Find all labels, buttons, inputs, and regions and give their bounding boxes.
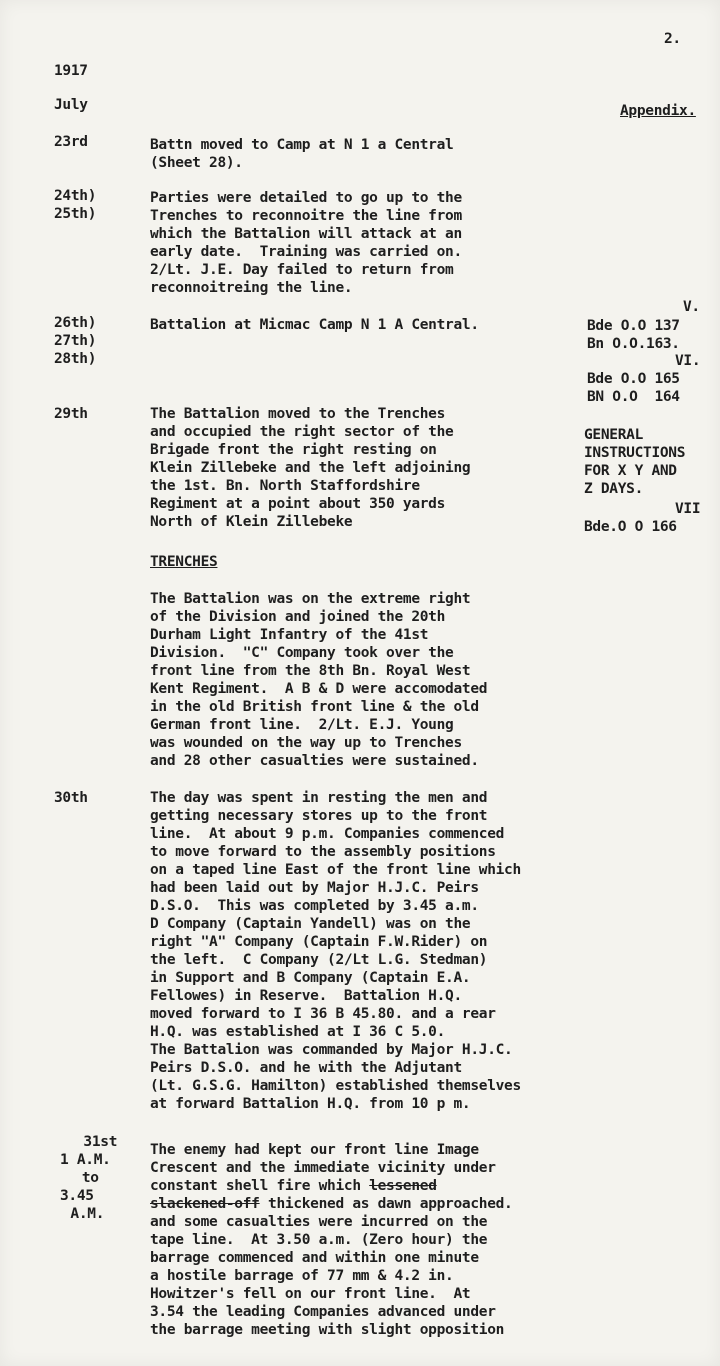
entry-24th-line: Trenches to reconnoitre the line from (150, 208, 462, 224)
entry-30th-line: line. At about 9 p.m. Companies commenced (150, 826, 505, 842)
entry-30th-line: getting necessary stores up to the front (150, 808, 488, 824)
appendix-ref: VII (675, 501, 701, 517)
entry-date-28th: 28th) (54, 351, 97, 367)
entry-31st-line (150, 1195, 513, 1213)
entry-time-end-suffix: A.M. (62, 1206, 105, 1222)
appendix-ref: Bde O.O 137 (587, 318, 680, 334)
trenches-line: in the old British front line & the old (150, 699, 479, 715)
entry-31st-line (150, 1177, 437, 1195)
entry-31st-line: 3.54 the leading Companies advanced under (150, 1304, 496, 1320)
entry-date-26th: 26th) (54, 315, 97, 331)
entry-29th-line: North of Klein Zillebeke (150, 514, 353, 530)
trenches-line: was wounded on the way up to Trenches (150, 735, 462, 751)
appendix-ref: Z DAYS. (584, 481, 644, 497)
entry-26th-line: Battalion at Micmac Camp N 1 A Central. (150, 317, 479, 333)
entry-30th-line: the left. C Company (2/Lt L.G. Stedman) (150, 952, 488, 968)
appendix-ref: GENERAL (584, 427, 644, 443)
struck-text: lessened (369, 1178, 437, 1194)
appendix-ref: BN O.O 164 (587, 389, 680, 405)
entry-29th-line: Klein Zillebeke and the left adjoining (150, 460, 471, 476)
entry-24th-line: reconnoitreing the line. (150, 280, 353, 296)
entry-23rd-line: (Sheet 28). (150, 155, 243, 171)
entry-24th-line: early date. Training was carried on. (150, 244, 462, 260)
trenches-heading: TRENCHES (150, 554, 218, 570)
appendix-ref: V. (683, 299, 700, 315)
entry-31st-line: a hostile barrage of 77 mm & 4.2 in. (150, 1268, 454, 1284)
trenches-line: The Battalion was on the extreme right (150, 591, 471, 607)
trenches-line: Kent Regiment. A B & D were accomodated (150, 681, 488, 697)
entry-30th-line: H.Q. was established at I 36 C 5.0. (150, 1024, 446, 1040)
entry-29th-line: and occupied the right sector of the (150, 424, 454, 440)
trenches-line: and 28 other casualties were sustained. (150, 753, 479, 769)
entry-31st-line: Crescent and the immediate vicinity under (150, 1160, 496, 1176)
entry-30th-line: (Lt. G.S.G. Hamilton) established themselves (150, 1078, 521, 1094)
entry-date-29th: 29th (54, 406, 88, 422)
entry-30th-line: The day was spent in resting the men and (150, 790, 488, 806)
entry-29th-line: the 1st. Bn. North Staffordshire (150, 478, 420, 494)
page-number: 2. (664, 31, 681, 47)
entry-30th-line: on a taped line East of the front line which (150, 862, 521, 878)
entry-time-end: 3.45 (60, 1188, 94, 1204)
entry-time-start: 1 A.M. (60, 1152, 111, 1168)
entry-24th-line: Parties were detailed to go up to the (150, 190, 462, 206)
entry-30th-line: moved forward to I 36 B 45.80. and a rear (150, 1006, 496, 1022)
appendix-ref: VI. (675, 353, 701, 369)
text-segment: constant shell fire which (150, 1178, 370, 1194)
year: 1917 (54, 63, 88, 79)
entry-23rd-line: Battn moved to Camp at N 1 a Central (150, 137, 454, 153)
entry-date-30th: 30th (54, 790, 88, 806)
appendix-ref: Bn O.O.163. (587, 336, 680, 352)
trenches-line: front line from the 8th Bn. Royal West (150, 663, 471, 679)
appendix-header: Appendix. (620, 103, 696, 119)
entry-30th-line: Peirs D.S.O. and he with the Adjutant (150, 1060, 462, 1076)
entry-date-25th: 25th) (54, 206, 97, 222)
entry-29th-line: Regiment at a point about 350 yards (150, 496, 446, 512)
entry-30th-line: right "A" Company (Captain F.W.Rider) on (150, 934, 488, 950)
text-segment: thickened as dawn approached. (259, 1196, 513, 1212)
entry-30th-line: to move forward to the assembly positions (150, 844, 496, 860)
appendix-ref: Bde O.O 165 (587, 371, 680, 387)
entry-date-23rd: 23rd (54, 134, 88, 150)
entry-30th-line: The Battalion was commanded by Major H.J.C. (150, 1042, 513, 1058)
month: July (54, 97, 88, 113)
entry-30th-line: D Company (Captain Yandell) was on the (150, 916, 471, 932)
entry-29th-line: Brigade front the right resting on (150, 442, 437, 458)
entry-24th-line: which the Battalion will attack at an (150, 226, 462, 242)
entry-30th-line: had been laid out by Major H.J.C. Peirs (150, 880, 479, 896)
entry-31st-line: barrage commenced and within one minute (150, 1250, 479, 1266)
entry-30th-line: at forward Battalion H.Q. from 10 p m. (150, 1096, 471, 1112)
entry-31st-line: tape line. At 3.50 a.m. (Zero hour) the (150, 1232, 488, 1248)
entry-31st-line: the barrage meeting with slight opposition (150, 1322, 505, 1338)
entry-30th-line: in Support and B Company (Captain E.A. (150, 970, 471, 986)
trenches-line: Durham Light Infantry of the 41st (150, 627, 429, 643)
entry-24th-line: 2/Lt. J.E. Day failed to return from (150, 262, 454, 278)
trenches-line: of the Division and joined the 20th (150, 609, 446, 625)
entry-31st-line: and some casualties were incurred on the (150, 1214, 488, 1230)
trenches-line: German front line. 2/Lt. E.J. Young (150, 717, 454, 733)
entry-date-24th: 24th) (54, 188, 97, 204)
entry-date-31st: 31st (75, 1134, 118, 1150)
entry-30th-line: D.S.O. This was completed by 3.45 a.m. (150, 898, 479, 914)
entry-time-to: to (65, 1170, 99, 1186)
appendix-ref: INSTRUCTIONS (584, 445, 686, 461)
entry-date-27th: 27th) (54, 333, 97, 349)
trenches-line: Division. "C" Company took over the (150, 645, 454, 661)
entry-31st-line: Howitzer's fell on our front line. At (150, 1286, 471, 1302)
entry-30th-line: Fellowes) in Reserve. Battalion H.Q. (150, 988, 462, 1004)
entry-31st-line: The enemy had kept our front line Image (150, 1142, 479, 1158)
appendix-ref: Bde.O O 166 (584, 519, 677, 535)
struck-text: slackened-off (150, 1196, 260, 1212)
appendix-ref: FOR X Y AND (584, 463, 677, 479)
entry-29th-line: The Battalion moved to the Trenches (150, 406, 446, 422)
